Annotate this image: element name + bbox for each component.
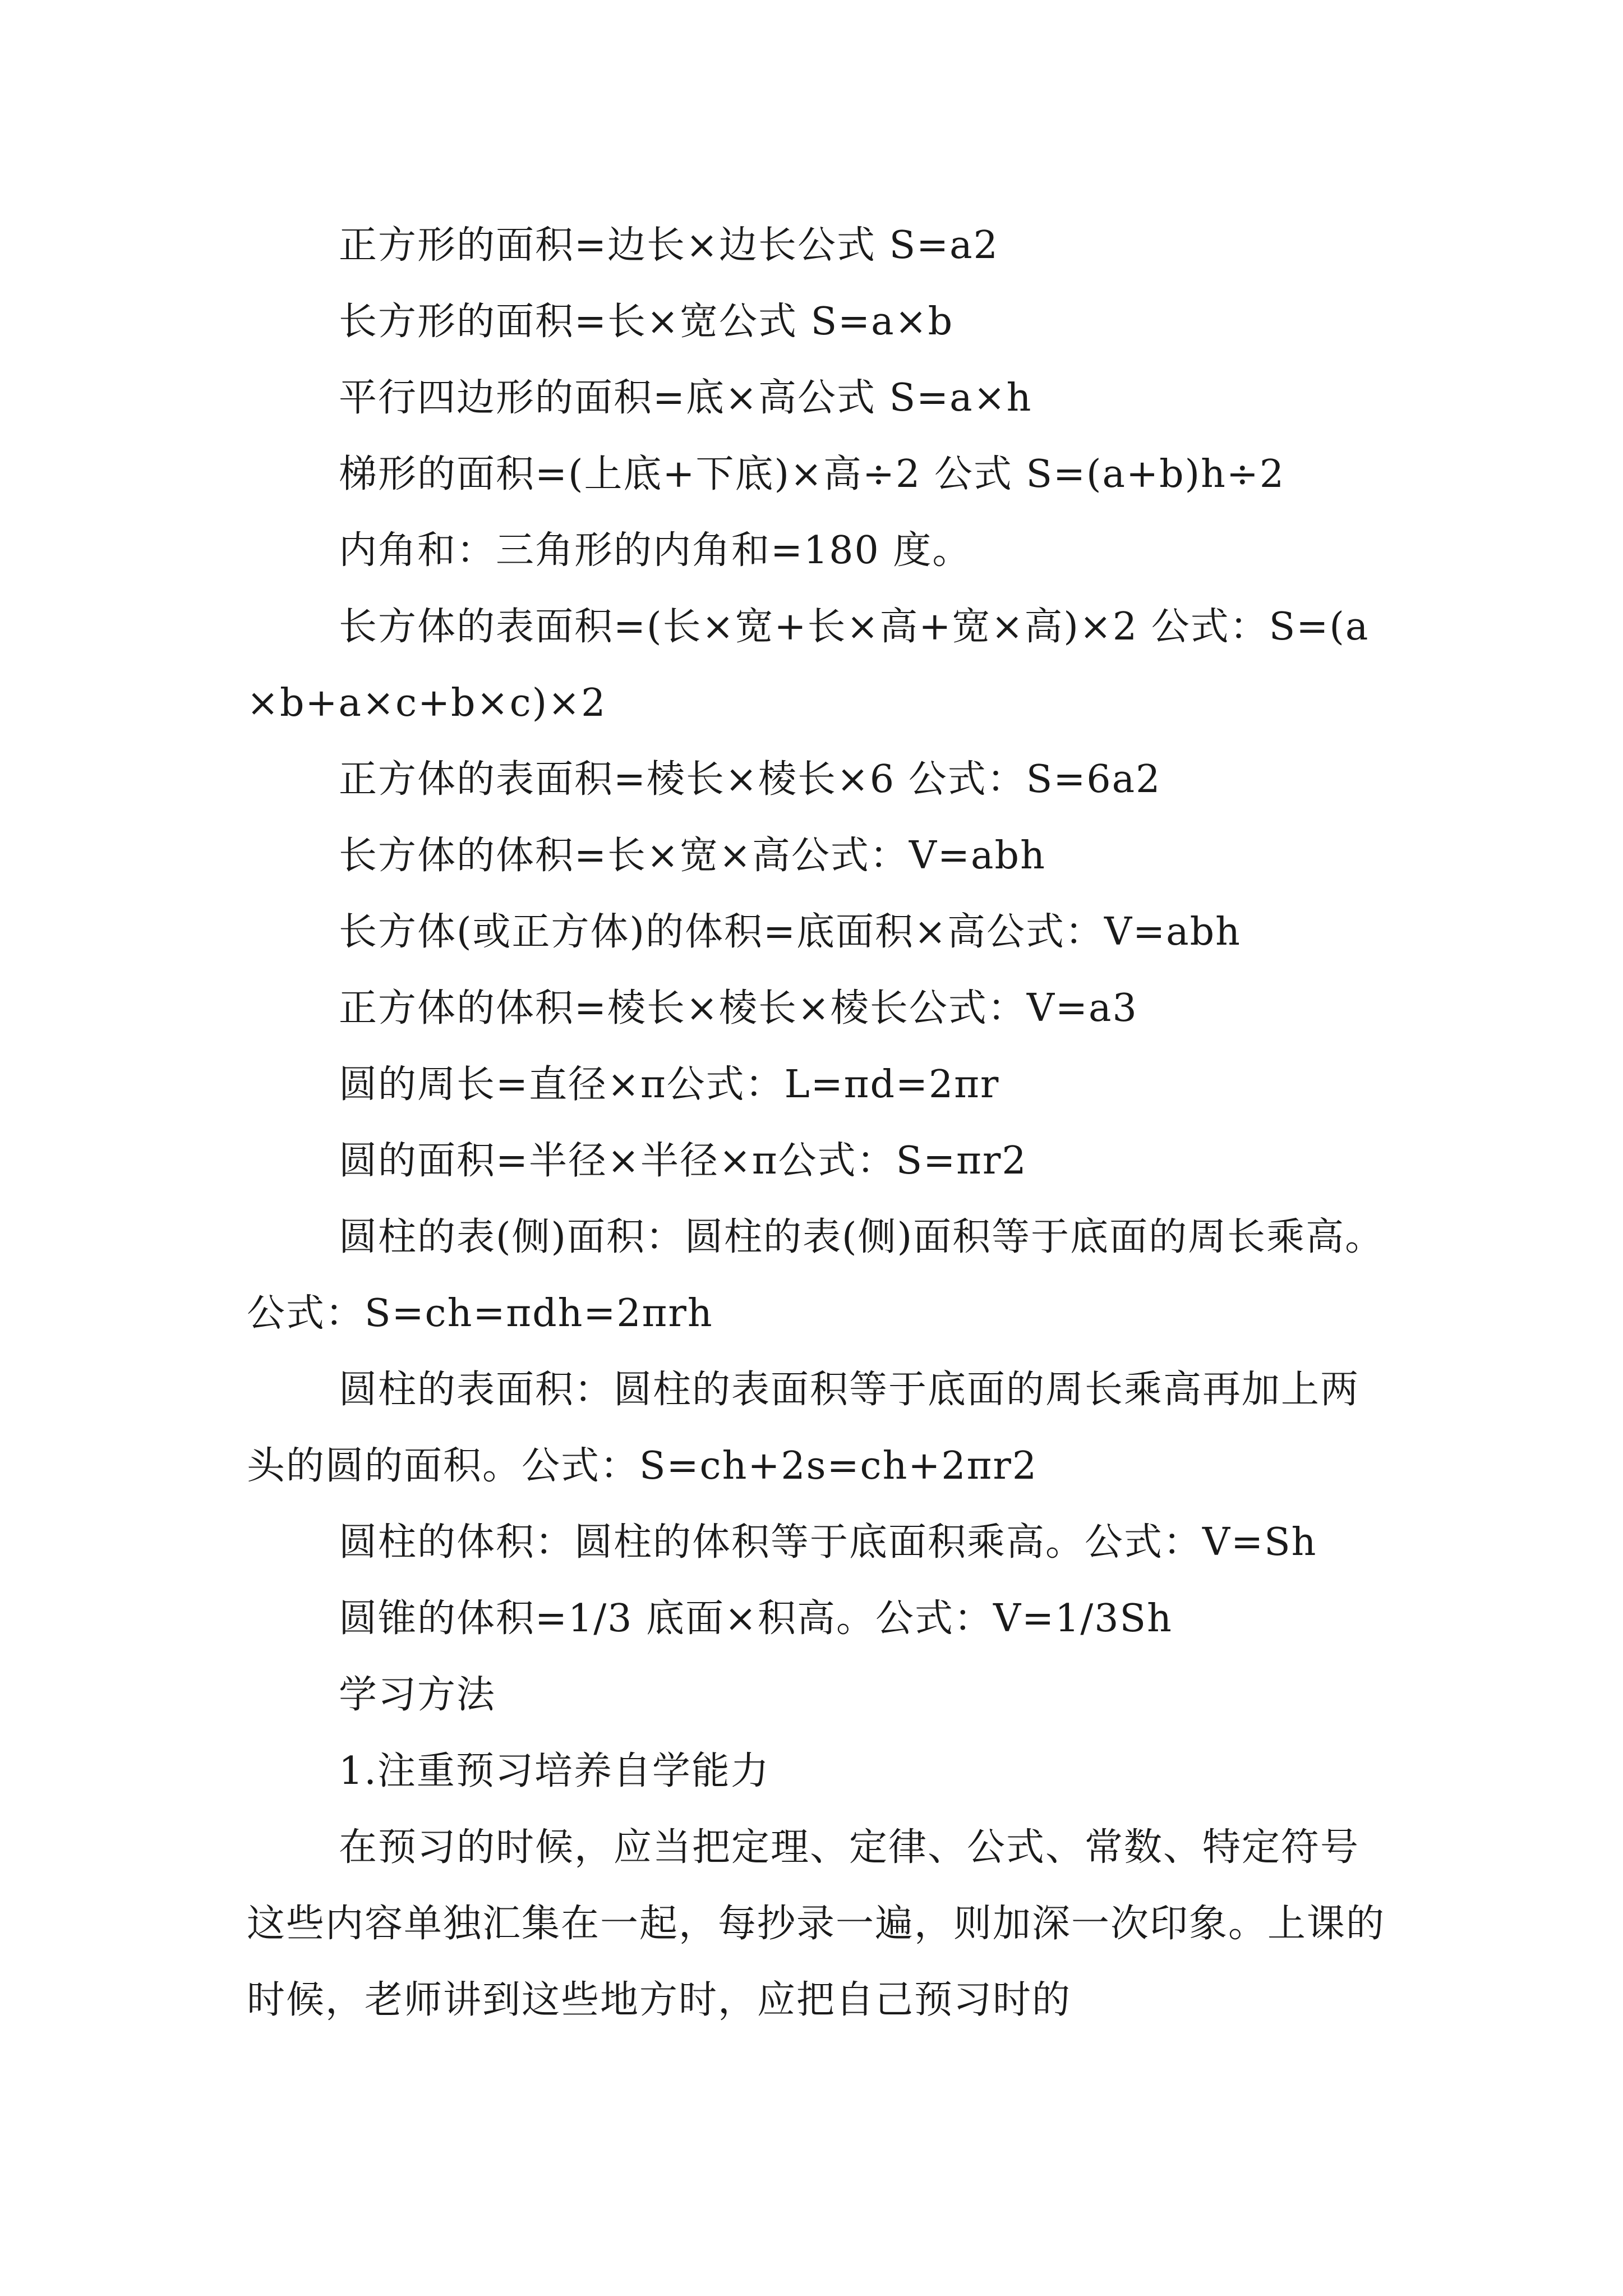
paragraph: 长方体的表面积=(长×宽+长×高+宽×高)×2 公式：S=(a×b+a×c+b×c)×2 (247, 605, 1370, 725)
paragraph: 长方形的面积=长×宽公式 S=a×b (339, 300, 954, 344)
paragraph: 内角和：三角形的内角和=180 度。 (339, 528, 972, 573)
paragraph: 长方体(或正方体)的体积=底面积×高公式：V=abh (339, 910, 1241, 954)
section-heading: 学习方法 (339, 1673, 496, 1717)
paragraph: 圆柱的表(侧)面积：圆柱的表(侧)面积等于底面的周长乘高。公式：S=ch=πdh=2πrh (247, 1215, 1385, 1336)
paragraph: 长方体的体积=长×宽×高公式：V=abh (339, 834, 1046, 878)
paragraph: 圆柱的表面积：圆柱的表面积等于底面的周长乘高再加上两头的圆的面积。公式：S=ch+2s=ch+2πr2 (247, 1368, 1360, 1488)
paragraph: 圆柱的体积：圆柱的体积等于底面积乘高。公式：V=Sh (339, 1520, 1317, 1565)
paragraph: 在预习的时候，应当把定理、定律、公式、常数、特定符号这些内容单独汇集在一起，每抄录一遍，则加深一次印象。上课的时候，老师讲到这些地方时，应把自己预习时的 (247, 1825, 1386, 2022)
paragraph: 圆的周长=直径×π公式：L=πd=2πr (339, 1062, 1000, 1107)
paragraph: 圆的面积=半径×半径×π公式：S=πr2 (339, 1139, 1027, 1183)
paragraph: 圆锥的体积=1/3 底面×积高。公式：V=1/3Sh (339, 1596, 1173, 1641)
subsection-heading: 1.注重预习培养自学能力 (339, 1749, 770, 1793)
paragraph: 正方体的体积=棱长×棱长×棱长公式：V=a3 (339, 986, 1138, 1030)
paragraph: 平行四边形的面积=底×高公式 S=a×h (339, 376, 1032, 420)
document-body (247, 208, 1391, 2039)
paragraph: 正方形的面积=边长×边长公式 S=a2 (339, 223, 999, 268)
paragraph: 梯形的面积=(上底+下底)×高÷2 公式 S=(a+b)h÷2 (339, 452, 1285, 496)
paragraph: 正方体的表面积=棱长×棱长×6 公式：S=6a2 (339, 757, 1161, 802)
